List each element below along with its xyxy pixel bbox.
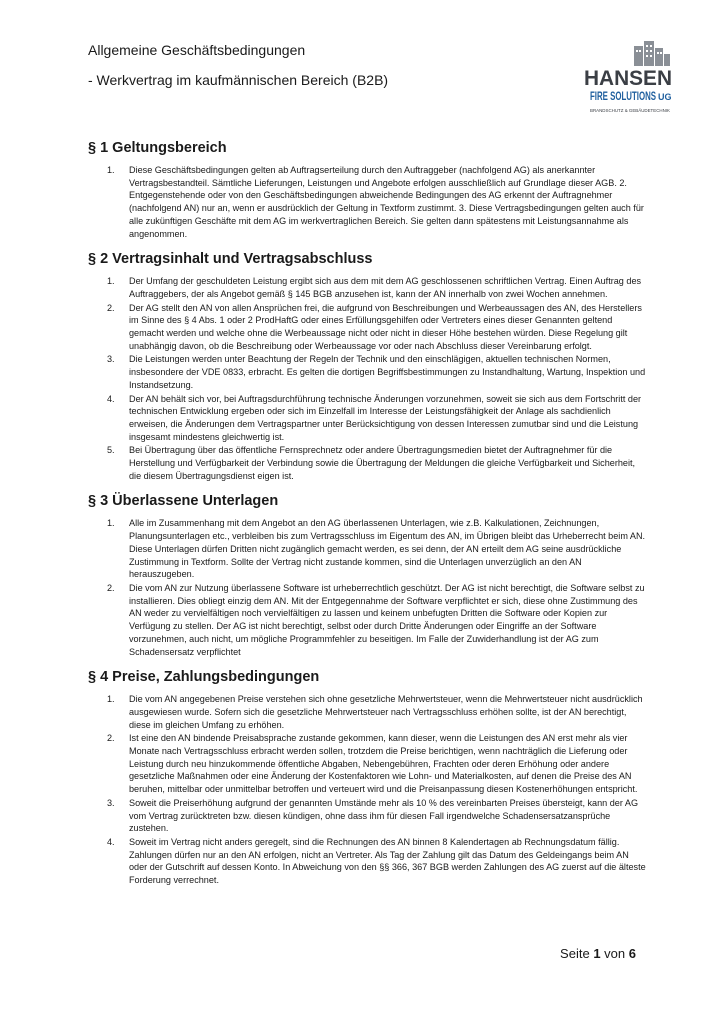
item-text: Bei Übertragung über das öffentliche Fernsprechnetz oder andere Übertragungsmedien bietet der Auftragnehmer für die Herstellung und Verfügbarkeit der Verbindung sowie die Übertragung der Meldungen die gleiche Verfügbarkeit und Sicherheit, die diesem Übertragungsdienst eigen ist. [129,445,636,481]
list-item [88,302,648,353]
item-number: 2. [107,733,115,744]
company-logo [584,40,674,122]
page-current: 1 [593,946,601,961]
section [88,140,648,240]
item-number: 4. [107,836,115,847]
section-heading: § 1 Geltungsbereich [88,140,227,156]
logo-name: HANSEN [584,67,672,90]
item-number: 2. [107,582,115,593]
item-number: 1. [107,165,115,175]
page-label: Seite [560,946,590,961]
item-number: 3. [107,797,115,808]
page-number [560,946,636,961]
item-number: 3. [107,354,115,365]
list-item [88,393,648,444]
logo-suffix: UG [658,92,672,102]
item-number: 1. [107,694,115,705]
item-text: Die vom AN zur Nutzung überlassene Software ist urheberrechtlich geschützt. Der AG ist nicht berechtigt, die Software selbst zu installieren. Dies obliegt einzig dem AN. Mit der Entgegennahme der Software verpflichtet er sich, diese ohne Zustimmung des AN weder zu vervielfältigen noch vervielfältigen zu lassen und keinem unbefugten Dritten die Software oder Kopien zur Verfügung zu stellen. Der AG ist nicht berechtigt, selbst oder durch Dritte Änderungen oder Eingriffe an der Software vorzunehmen, auch nicht, um mögliche Programmfehler zu beseitigen. Im Falle der Zuwiderhandlung ist der AG zum Schadensersatz verpflichtet [129,582,645,657]
section-list [88,693,648,887]
item-text: Soweit die Preiserhöhung aufgrund der genannten Umstände mehr als 10 % des vereinbarten Preises übersteigt, kann der AG vom Vertrag zurücktreten bzw. diesen kündigen, ohne dass ihm für diesen Fall irgendwelche Schadensersatzansprüche zustehen. [129,797,639,834]
list-item [88,353,648,391]
logo-tagline: BRANDSCHUTZ & GEBÄUDETECHNIK [590,108,673,113]
document-body [88,140,648,898]
list-item [88,797,648,835]
section-heading: § 2 Vertragsinhalt und Vertragsabschluss [88,251,373,268]
list-item [88,693,648,731]
list-item [88,582,648,658]
section [88,669,648,887]
section-list [88,517,648,658]
item-number: 1. [107,276,115,287]
item-text: Der AG stellt den AN von allen Ansprüchen frei, die aufgrund von Beschreibungen und Werbeaussagen des AN, des Herstellers im Sinne des § 4 Abs. 1 oder 2 ProdHaftG oder eines Erfüllungsgehilfen oder Vertreters eines dieser Genannten geltend gemacht werden und welche ohne die Werbeaussage nicht oder nicht in dieser Höhe bestehen würden. Diese Regelung gilt unabhängig davon, ob die Beschreibung oder Werbeaussage vor oder nach Abschluss dieser Vereinbarung erfolgt. [129,302,642,351]
item-text: Ist eine den AN bindende Preisabsprache zustande gekommen, kann dieser, wenn die Leistungen des AN erst mehr als vier Monate nach Vertragsschluss erbracht werden sollen, trotzdem die Preise berichtigen, wenn nachträglich die Lieferung oder Leistung durch neu hinzukommende öffentliche Abgaben, Nebengebühren, Frachten oder deren Erhöhung oder andere gesetzliche Maßnahmen oder eine Änderung der Kostenfaktoren wie Lohn- und Materialkosten, auf denen die Preise des AN beruhen, mittelbar oder unmittelbar betroffen und verteuert wird und die Preisanpassung diesen Kostenerhöhungen entspricht. [129,733,638,795]
section-heading: § 3 Überlassene Unterlagen [88,493,279,510]
item-number: 1. [107,518,115,529]
item-text: Soweit im Vertrag nicht anders geregelt, sind die Rechnungen des AN binnen 8 Kalendertagen ab Rechnungsdatum fällig. Zahlungen dürfen nur an den AN erfolgen, nicht an Vertreter. Als Tag der Zahlung gilt das Datum des Geldeingangs beim AN oder der Gutschrift auf dessen Konto. In Abweichung von den §§ 366, 367 BGB werden Zahlungen des AG zuerst auf die älteste Forderung verrechnet. [129,836,646,886]
item-number: 2. [107,302,115,313]
logo-line2: FIRE SOLUTIONS [590,91,657,103]
list-item [88,517,648,581]
list-item [88,444,648,482]
item-number: 4. [107,393,115,404]
header-title: Allgemeine Geschäftsbedingungen [88,42,306,58]
item-text: Diese Geschäftsbedingungen gelten ab Auftragserteilung durch den Auftraggeber (nachfolgend AG) als anerkannter Vertragsbestandteil. Sämtliche Lieferungen, Leistungen und Angebote erfolgen ausschließlich auf Grundlage dieser AGB. 2. Entgegenstehende oder von den Geschäftsbedingungen abweichende Bedingungen des AG erkennt der Auftragnehmer (nachfolgend AN) nur an, wenn er ausdrücklich der Geltung in Textform zustimmt. 3. Diese Vertragsbedingungen gelten auch für alle zukünftigen Geschäfte mit dem AG im werkvertraglichen Bereich. Sie gelten dann spätestens mit Leistungsannahme als angenommen. [129,165,644,239]
item-number: 5. [107,445,115,456]
section [88,493,648,658]
item-text: Die vom AN angegebenen Preise verstehen sich ohne gesetzliche Mehrwertsteuer, wenn die Mehrwertsteuer nicht ausdrücklich ausgewiesen wurde. Sofern sich die gesetzliche Mehrwertsteuer nach Vertragsschluss erhöhen sollte, ist der AN berechtigt, diese im gleichen Umfang zu erhöhen. [129,694,643,730]
section-heading: § 4 Preise, Zahlungsbedingungen [88,669,320,686]
item-text: Der Umfang der geschuldeten Leistung ergibt sich aus dem mit dem AG geschlossenen schriftlichen Vertrag. Einen Auftrag des Auftraggebers, der als Angebot gemäß § 145 BGB anzusehen ist, kann der AN innerhalb von zwei Wochen annehmen. [129,276,642,299]
item-text: Der AN behält sich vor, bei Auftragsdurchführung technische Änderungen vorzunehmen, soweit sie sich aus dem Fortschritt der technischen Entwicklung ergeben oder sich im Einzelfall im Interesse der Leistungsfähigkeit der Anlage als sachdienlich erweisen, die Änderungen dem Vertragspartner unter Berücksichtigung von dessen Interessen zumutbar sind und die Leistung insgesamt mindestens gleichwertig ist. [129,393,642,442]
list-item [88,164,648,240]
header-subtitle: - Werkvertrag im kaufmännischen Bereich (B2B) [88,72,389,88]
list-item [88,836,648,887]
section [88,251,648,482]
section-list [88,275,648,482]
item-text: Die Leistungen werden unter Beachtung der Regeln der Technik und den einschlägigen, aktuellen technischen Normen, insbesondere der VDE 0833, erbracht. Es gelten die dortigen Begriffsbestimmungen zu Instandhaltung, Wartung, Inspektion und Instandsetzung. [129,354,646,390]
list-item [88,732,648,796]
building-icon [634,41,670,66]
item-text: Alle im Zusammenhang mit dem Angebot an den AG überlassenen Unterlagen, wie z.B. Kalkulationen, Zeichnungen, Planungsunterlagen etc., verbleiben bis zum Vertragsschluss im Eigentum des AN, im Übrigen bleibt das Urheberrecht beim AN. Diese Unterlagen dürfen Dritten nicht zugänglich gemacht werden, es sei denn, der AN erteilt dem AG seine ausdrückliche Zustimmung in Textform. Sollte der Vertrag nicht zustande kommen, sind die Unterlagen unverzüglich an den AN herauszugeben. [129,518,646,580]
list-item [88,275,648,300]
page-total: 6 [628,946,636,961]
section-list [88,164,648,240]
page-of: von [604,946,626,961]
